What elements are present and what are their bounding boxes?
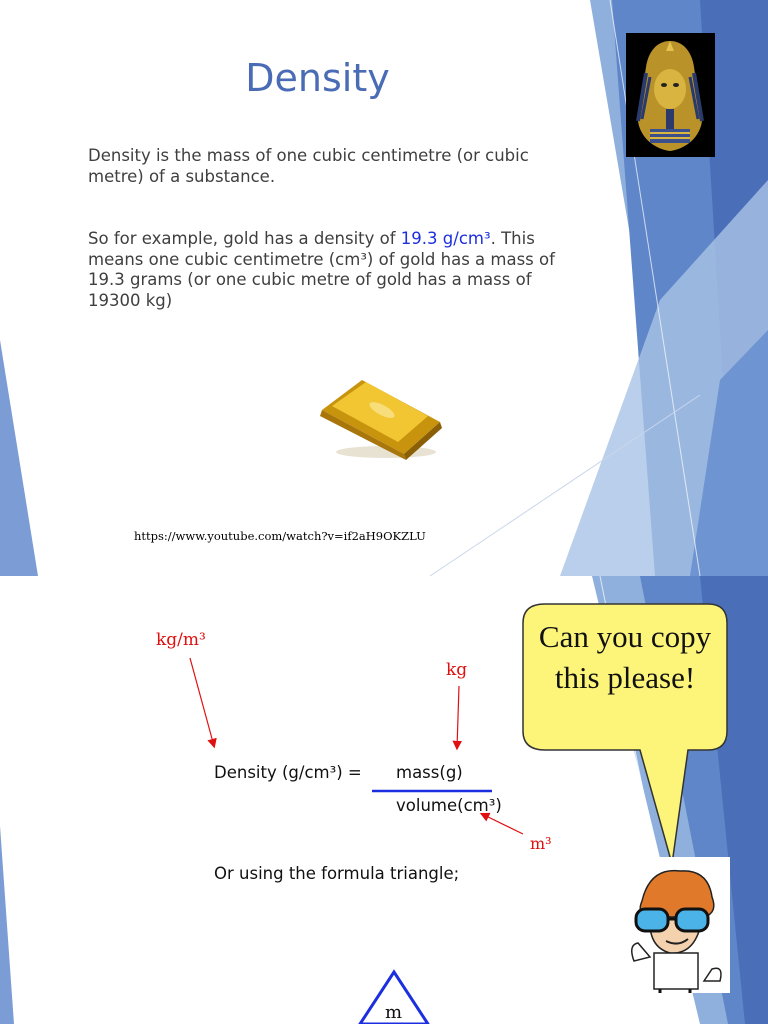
gold-example-explanation: . This means one cubic centimetre (cm³) of gold has a mass of 19.3 grams (or one cubic metre of gold has a mass of 19300 kg) bbox=[88, 229, 555, 310]
formula-numerator: mass(g) bbox=[396, 763, 463, 782]
slide-density-formula bbox=[0, 576, 768, 1024]
density-unit-annotation: kg/m³ bbox=[156, 630, 206, 650]
youtube-link[interactable]: https://www.youtube.com/watch?v=if2aH9OKZLU bbox=[134, 529, 426, 543]
triangle-mass-label: m bbox=[385, 1002, 403, 1023]
formula-left: Density (g/cm³) = bbox=[214, 763, 362, 782]
gold-density-value: 19.3 g/cm³ bbox=[400, 229, 491, 248]
slide-title: Density bbox=[245, 56, 390, 100]
gold-example-text: So for example, gold has a density of bbox=[88, 229, 401, 248]
gold-example-paragraph bbox=[88, 229, 568, 311]
formula-denominator: volume(cm³) bbox=[396, 796, 502, 815]
mass-unit-annotation: kg bbox=[446, 660, 468, 680]
definition-paragraph: Density is the mass of one cubic centimetre (or cubic metre) of a substance. bbox=[88, 146, 529, 186]
dexter-character-image bbox=[620, 857, 730, 993]
pharaoh-mask-image bbox=[626, 33, 715, 157]
speech-bubble-text: Can you copy this please! bbox=[538, 619, 712, 695]
volume-unit-annotation: m³ bbox=[530, 834, 552, 853]
triangle-intro-text: Or using the formula triangle; bbox=[214, 864, 460, 883]
gold-bar-image bbox=[316, 370, 444, 462]
